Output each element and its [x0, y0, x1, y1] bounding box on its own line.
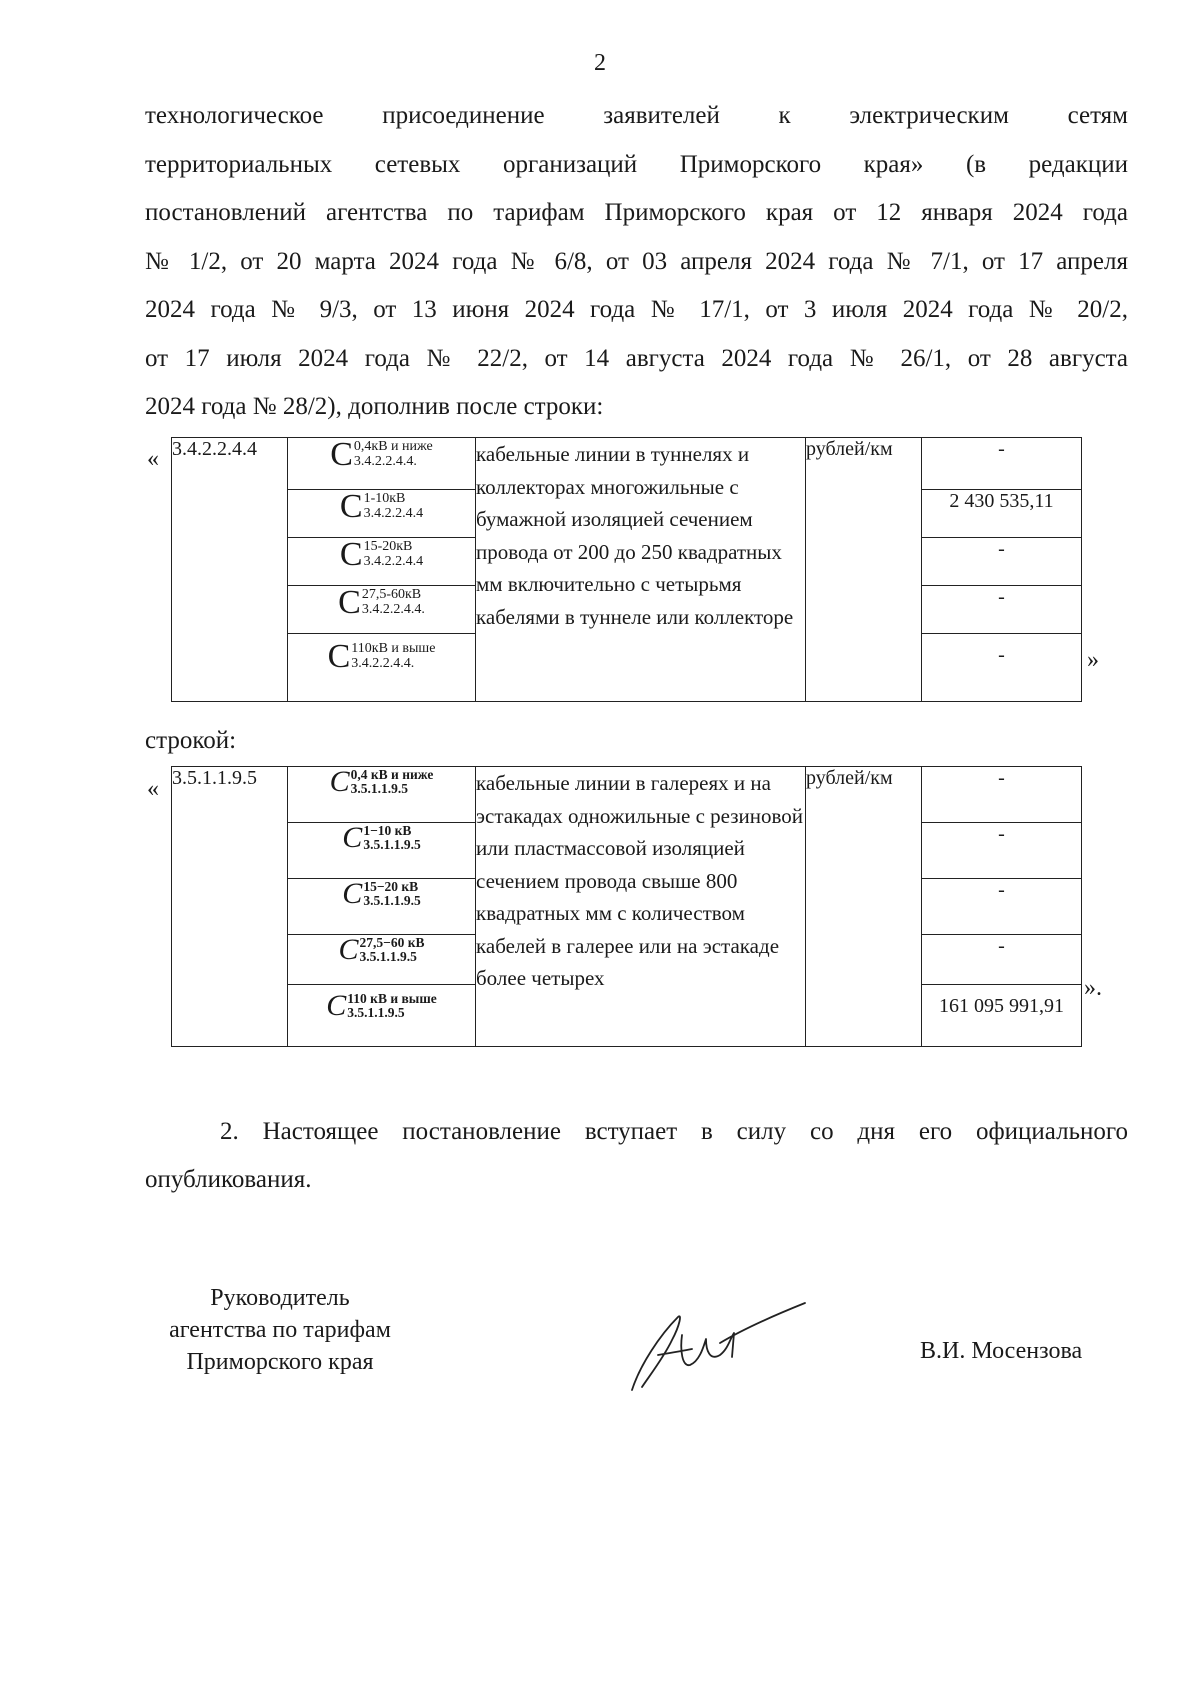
rate-symbol [288, 985, 476, 1047]
table1-unit: рублей/км [806, 438, 922, 702]
rate-symbol-letter: C [339, 488, 363, 525]
rate-symbol [288, 935, 476, 985]
table1-tariff-row [171, 437, 1082, 702]
voltage-label: 1−10 кВ [363, 822, 412, 838]
rate-symbol [288, 538, 476, 586]
intro-paragraph [145, 92, 1128, 432]
rate-value: - [922, 935, 1082, 985]
rate-symbol [288, 634, 476, 702]
intro-line: постановлений агентства по тарифам Приморского края от 12 января 2024 года [145, 199, 1128, 226]
rate-symbol [288, 879, 476, 935]
rate-value: - [922, 879, 1082, 935]
table2-close-quote: ». [1084, 975, 1102, 1001]
rate-symbol-letter: C [339, 536, 363, 573]
table2-code: 3.5.1.1.9.5 [172, 767, 288, 1047]
table2-open-quote: « [147, 776, 159, 802]
voltage-label: 110 кВ и выше [347, 990, 437, 1006]
rate-symbol [288, 823, 476, 879]
rate-index: 3.4.2.2.4.4. [351, 656, 415, 671]
handwritten-signature [620, 1295, 810, 1405]
rate-value: - [922, 634, 1082, 702]
voltage-label: 110кВ и выше [351, 641, 436, 657]
signer-title-line: Приморского края [186, 1349, 374, 1375]
rate-index: 3.5.1.1.9.5 [347, 1005, 405, 1020]
clause-2: 2. Настоящее постановление вступает в силу со дня его официального опубликования. [145, 1118, 1128, 1193]
voltage-label: 0,4кВ и ниже [353, 439, 433, 455]
rate-symbol [288, 490, 476, 538]
signer-title-line: агентства по тарифам [169, 1317, 391, 1343]
rate-symbol-letter: C [342, 821, 363, 854]
signer-title [145, 1282, 415, 1378]
rate-symbol [288, 586, 476, 634]
rate-value: 2 430 535,11 [922, 490, 1082, 538]
rate-value: - [922, 538, 1082, 586]
rate-index: 3.4.2.2.4.4 [363, 506, 424, 521]
rate-index: 3.4.2.2.4.4. [361, 602, 425, 617]
replacement-caption: строкой: [145, 727, 237, 754]
table1-code: 3.4.2.2.4.4 [172, 438, 288, 702]
rate-index: 3.5.1.1.9.5 [363, 893, 421, 908]
intro-line: технологическое присоединение заявителей к электрическим сетям [145, 102, 1128, 129]
voltage-label: 27,5-60кВ [361, 587, 422, 603]
rate-value: - [922, 438, 1082, 490]
signer-title-line: Руководитель [210, 1285, 350, 1311]
rate-index: 3.5.1.1.9.5 [350, 781, 409, 796]
signer-name: В.И. Мосензова [920, 1338, 1083, 1364]
table1-description: кабельные линии в туннелях и коллекторах многожильные с бумажной изоляцией сечением провода от 200 до 250 квадратных мм включительно с четырьмя кабелями в туннеле или коллекторе [476, 438, 806, 702]
rate-index: 3.4.2.2.4.4 [363, 554, 424, 569]
rate-index: 3.4.2.2.4.4. [353, 454, 417, 469]
intro-line: 2024 года № 9/3, от 13 июня 2024 года № 17/1, от 3 июля 2024 года № 20/2, [145, 296, 1128, 323]
voltage-label: 0,4 кВ и ниже [350, 766, 434, 782]
intro-line: № 1/2, от 20 марта 2024 года № 6/8, от 03 апреля 2024 года № 7/1, от 17 апреля [145, 247, 1128, 275]
intro-line: 2024 года № 28/2), дополнив после строки: [145, 393, 604, 420]
intro-line: от 17 июля 2024 года № 22/2, от 14 августа 2024 года № 26/1, от 28 августа [145, 344, 1128, 372]
voltage-label: 27,5−60 кВ [359, 934, 425, 950]
voltage-label: 1-10кВ [363, 491, 406, 507]
voltage-label: 15-20кВ [363, 539, 413, 555]
rate-symbol [288, 767, 476, 823]
rate-symbol-letter: C [327, 638, 351, 675]
rate-symbol [288, 438, 476, 490]
voltage-label: 15−20 кВ [363, 878, 419, 894]
table2-description: кабельные линии в галереях и на эстакадах одножильные с резиновой или пластмассовой изоляцией сечением провода свыше 800 квадратных мм с количеством кабелей в галерее или на эстакаде более четырех [476, 767, 806, 1047]
page-number: 2 [594, 50, 606, 76]
rate-value: - [922, 767, 1082, 823]
table2-tariff-row [171, 766, 1082, 1047]
table1-close-quote: » [1087, 647, 1099, 673]
rate-value: 161 095 991,91 [922, 985, 1082, 1047]
rate-symbol-letter: C [329, 765, 350, 798]
rate-symbol-letter: C [338, 933, 359, 966]
intro-line: территориальных сетевых организаций Приморского края» (в редакции [145, 150, 1128, 178]
rate-symbol-letter: C [330, 436, 353, 473]
rate-symbol-letter: C [342, 877, 363, 910]
rate-value: - [922, 586, 1082, 634]
rate-value: - [922, 823, 1082, 879]
rate-symbol-letter: C [338, 584, 361, 621]
rate-index: 3.5.1.1.9.5 [359, 949, 417, 964]
rate-index: 3.5.1.1.9.5 [363, 837, 421, 852]
rate-symbol-letter: C [326, 989, 347, 1022]
table2-unit: рублей/км [806, 767, 922, 1047]
table1-open-quote: « [147, 446, 159, 472]
